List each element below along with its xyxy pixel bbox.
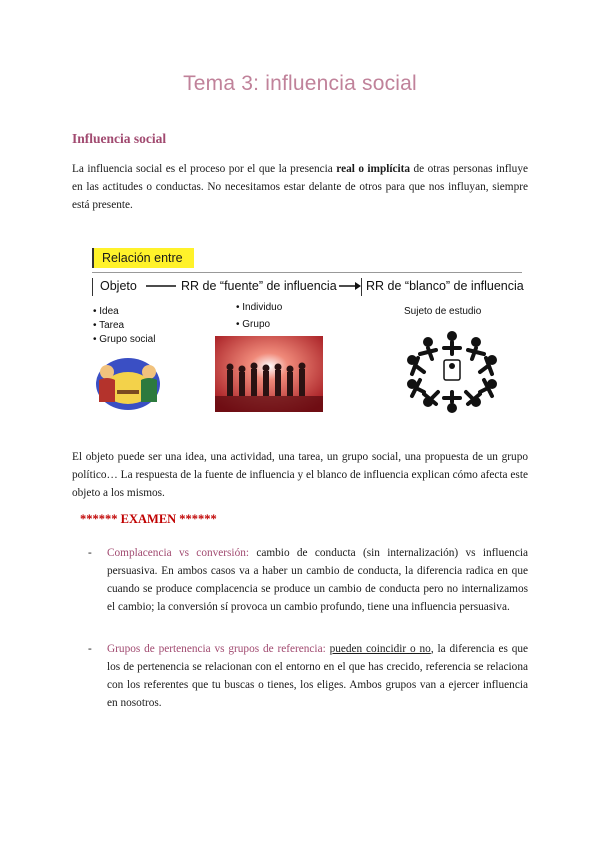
list-term: Grupos de pertenencia vs grupos de referencia: [107, 643, 326, 655]
intro-bold-text: real o implícita [336, 163, 411, 175]
examen-label: ****** EXAMEN ****** [80, 512, 217, 526]
page-title: Tema 3: influencia social [183, 72, 417, 95]
intro-text-after: de otras personas influye en las actitudes o conductas. No necesitamos estar delante de otros para que nos influyan, siempre está presente. [72, 163, 528, 211]
col1-item: • Grupo social [93, 334, 156, 345]
arrow-right-icon [339, 280, 363, 292]
crowd-photo [215, 336, 323, 412]
object-paragraph: El objeto puede ser una idea, una actividad, una tarea, un grupo social, una propuesta de un grupo político… La respuesta de la fuente de influencia y el blanco de influencia explican cómo afecta este objeto a los mismos. [72, 451, 528, 499]
col2-item: • Grupo [236, 319, 271, 330]
col-fuente-label: RR de “fuente” de influencia [181, 279, 337, 293]
intro-text-before: La influencia social es el proceso por el que la presencia [72, 163, 337, 175]
connector-line [146, 280, 178, 292]
relation-diagram [0, 240, 600, 420]
col1-item: • Tarea [93, 320, 125, 331]
list-dash: - [88, 547, 92, 559]
intro-paragraph [72, 160, 528, 214]
list-item [90, 640, 528, 712]
col2-item: • Individuo [236, 302, 283, 313]
list-dash: - [88, 643, 92, 655]
list-term: Complacencia vs conversión: [107, 547, 250, 559]
section-heading: Influencia social [72, 131, 167, 146]
relation-label: Relación entre [92, 248, 194, 268]
col3-item: Sujeto de estudio [404, 306, 482, 317]
list-text: , la diferencia es que los de pertenencia se relacionan con el entorno en el que has crecido, referencia se relaciona con los referentes que tu buscas o tienes, los eliges. Ambos grupos van a ejercer influencia en nosotros. [107, 643, 529, 709]
list-underlined-text: pueden coincidir o no [329, 643, 431, 655]
people-meeting-illustration [93, 350, 163, 414]
list-text: cambio de conducta (sin internalización) vs influencia persuasiva. En ambos casos va a haber un cambio de conducta, la diferencia radica en que cuando se produce complacencia se produce un cambio de conducta pero no internalizamos el cambio; la conversión sí provoca un cambio profundo, tiene una influencia persuasiva. [107, 547, 528, 613]
list-item [90, 544, 528, 616]
diagram-left-rule [92, 278, 93, 296]
col-blanco-label: RR de “blanco” de influencia [366, 279, 524, 293]
col-objeto-label: Objeto [100, 279, 137, 293]
col1-item: • Idea [93, 306, 119, 317]
circle-of-people-icon [400, 328, 504, 416]
diagram-divider [92, 272, 522, 273]
